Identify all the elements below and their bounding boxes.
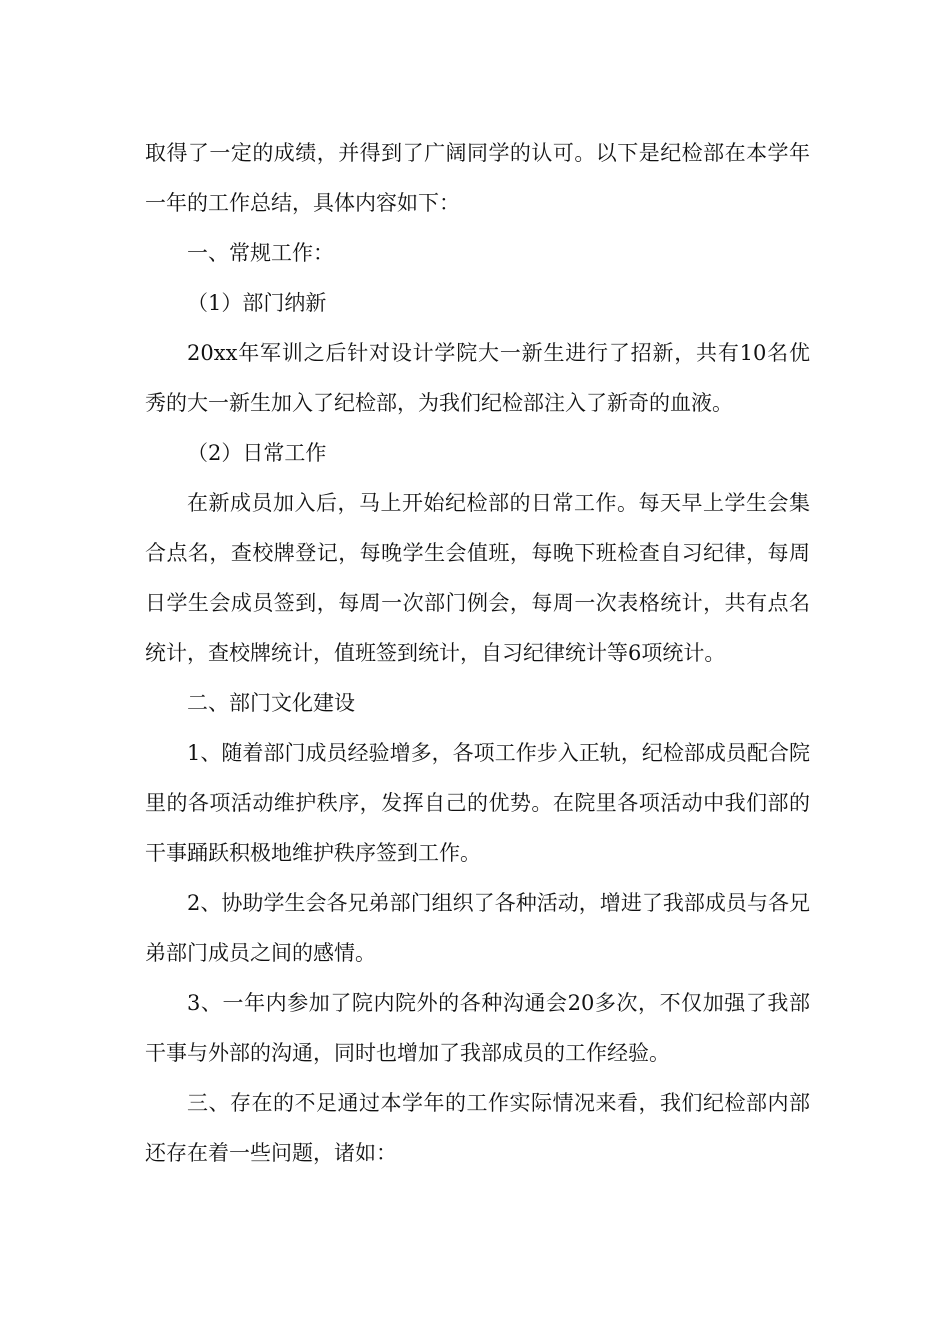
- paragraph-daily-work: 在新成员加入后，马上开始纪检部的日常工作。每天早上学生会集合点名，查校牌登记，每晚学生会值班，每晚下班检查自习纪律，每周日学生会成员签到，每周一次部门例会，每周一次表格统计，共有点名统计，查校牌统计，值班签到统计，自习纪律统计等6项统计。: [145, 491, 810, 665]
- section-heading-shortcomings: 三、存在的不足通过本学年的工作实际情况来看，我们纪检部内部还存在着一些问题，诸如：: [145, 1091, 810, 1165]
- document-body: [145, 128, 810, 1178]
- section-heading-routine-work: 一、常规工作：: [187, 241, 334, 265]
- paragraph-culture-1: 1、随着部门成员经验增多，各项工作步入正轨，纪检部成员配合院里的各项活动维护秩序，发挥自己的优势。在院里各项活动中我们部的干事踊跃积极地维护秩序签到工作。: [145, 741, 810, 865]
- paragraph-recruitment: 20xx年军训之后针对设计学院大一新生进行了招新，共有10名优秀的大一新生加入了纪检部，为我们纪检部注入了新奇的血液。: [145, 341, 810, 415]
- paragraph-continuation: 取得了一定的成绩，并得到了广阔同学的认可。以下是纪检部在本学年一年的工作总结，具体内容如下：: [145, 141, 810, 215]
- paragraph-culture-3: 3、一年内参加了院内院外的各种沟通会20多次，不仅加强了我部干事与外部的沟通，同时也增加了我部成员的工作经验。: [145, 991, 810, 1065]
- section-heading-culture: 二、部门文化建设: [187, 691, 355, 715]
- subheading-daily-work: （2）日常工作: [187, 441, 327, 465]
- paragraph-culture-2: 2、协助学生会各兄弟部门组织了各种活动，增进了我部成员与各兄弟部门成员之间的感情。: [145, 891, 810, 965]
- subheading-recruitment: （1）部门纳新: [187, 291, 327, 315]
